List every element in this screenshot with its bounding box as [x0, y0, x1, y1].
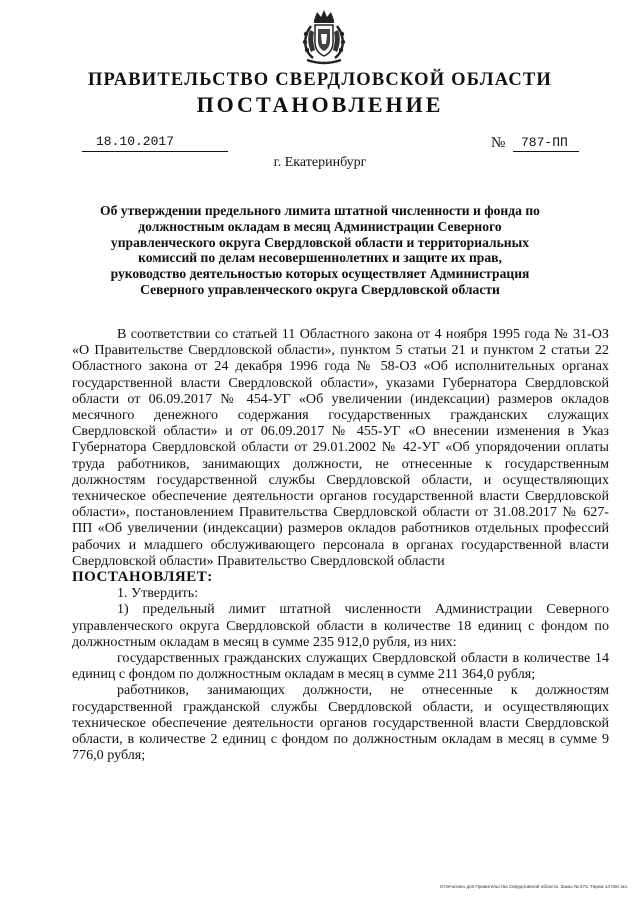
city-name: г. Екатеринбург [273, 155, 367, 170]
preamble-paragraph: В соответствии со статьей 11 Областного закона от 4 ноября 1995 года № 31-ОЗ «О Правительстве Свердловской области», пунктом 5 статьи 21 и пунктом 2 статьи 22 Областного закона от 24 декабря 1996 года № 58-ОЗ «Об исполнительных органах государственной власти Свердловской области», указами Губернатора Свердловской области от 06.09.2017 № 454-УГ «Об увеличении (индексации) размеров окладов месячного денежного содержания государственных гражданских служащих Свердловской области» и от 06.09.2017 № 455-УГ «О внесении изменения в Указ Губернатора Свердловской области от 29.01.2002 № 42-УГ «Об упорядочении оплаты труда работников, занимающих должности, не отнесенные к государственным должностям государственной службы Свердловской области, и осуществляющих техническое обеспечение деятельности органов государственной власти Свердловской области», постановлением Правительства Свердловской области от 31.08.2017 № 627-ПП «Об увеличении (индексации) размеров окладов работников отдельных профессий рабочих и младшего обслуживающего персонала в органах государственной власти Свердловской области» Правительство Свердловской области [72, 326, 609, 569]
number-sign: № [491, 135, 506, 151]
paragraph-3: государственных гражданских служащих Свердловской области в количестве 14 единиц с фондом по должностным окладам в месяц в сумме 211 364,0 рубля; [72, 650, 609, 683]
print-footer: Отпечатано для Правительства Свердловской области. Заказ № 573. Тираж 14 000 экз. [439, 884, 628, 889]
document-date: 18.10.2017 [96, 134, 175, 149]
government-name: ПРАВИТЕЛЬСТВО СВЕРДЛОВСКОЙ ОБЛАСТИ [87, 70, 553, 90]
paragraph-1: 1. Утвердить: [117, 585, 199, 602]
paragraph-4: работников, занимающих должности, не отнесенные к должностям государственной гражданской службы Свердловской области, и осуществляющих техническое обеспечение деятельности органов государственной власти Свердловской области, в количестве 2 единиц с фондом по должностным окладам в месяц в сумме 9 776,0 рубля; [72, 682, 609, 764]
document-heading: Об утверждении предельного лимита штатной численности и фонда по должностным окладам в месяц Администрации Северного управленческого округа Свердловской области и территориальных комиссий по делам несовершеннолетних и защите их прав, руководство деятельностью которых осуществляет Администрация Северного управленческого округа Свердловской области [100, 203, 540, 297]
document-body [72, 326, 609, 763]
coat-of-arms-icon [299, 6, 349, 66]
number-field [513, 135, 579, 152]
paragraph-2: 1) предельный лимит штатной численности Администрации Северного управленческого округа Свердловской области в количестве 18 единиц с фондом по должностным окладам в месяц в сумме 235 912,0 рубля, из них: [72, 601, 609, 650]
resolve-heading: ПОСТАНОВЛЯЕТ: [72, 569, 213, 586]
document-number: 787-ПП [521, 135, 568, 150]
date-field [82, 135, 228, 152]
document-type: ПОСТАНОВЛЕНИЕ [196, 92, 444, 117]
